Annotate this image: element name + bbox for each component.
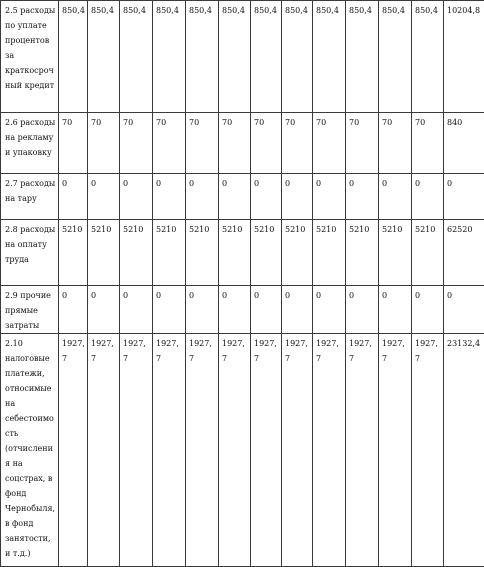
total-cell	[444, 174, 484, 220]
month-value: 0	[123, 288, 150, 303]
month-value-cell	[59, 1, 88, 113]
month-value-cell	[346, 286, 379, 334]
table-row	[1, 220, 484, 286]
month-value: 70	[62, 115, 85, 130]
month-value: 5210	[123, 222, 150, 237]
month-value-cell	[59, 334, 88, 567]
month-value: 850,4	[156, 3, 183, 18]
month-value-cell	[313, 220, 346, 286]
month-value-cell	[251, 334, 282, 567]
month-value: 0	[254, 288, 279, 303]
month-value: 1927,7	[91, 336, 117, 366]
month-value-cell	[186, 113, 219, 174]
row-label-cell	[1, 334, 59, 567]
table-row	[1, 1, 484, 113]
month-value-cell	[251, 286, 282, 334]
month-value-cell	[120, 174, 153, 220]
month-value: 0	[62, 176, 85, 191]
month-value-cell	[88, 174, 120, 220]
month-value: 0	[123, 176, 150, 191]
month-value: 0	[189, 288, 216, 303]
month-value-cell	[120, 1, 153, 113]
month-value: 1927,7	[316, 336, 343, 366]
month-value-cell	[412, 113, 444, 174]
month-value-cell	[219, 113, 251, 174]
month-value-cell	[153, 1, 186, 113]
row-label: 2.5 расходы по уплате процентов за краткосрочный кредит	[5, 3, 56, 93]
month-value: 5210	[91, 222, 117, 237]
month-value-cell	[346, 220, 379, 286]
month-value-cell	[346, 334, 379, 567]
month-value-cell	[88, 113, 120, 174]
month-value: 1927,7	[62, 336, 85, 366]
month-value: 850,4	[349, 3, 376, 18]
row-label-cell	[1, 220, 59, 286]
month-value: 850,4	[382, 3, 409, 18]
month-value-cell	[251, 220, 282, 286]
month-value-cell	[379, 220, 412, 286]
month-value: 850,4	[62, 3, 85, 18]
month-value: 0	[316, 288, 343, 303]
month-value: 1927,7	[415, 336, 441, 366]
table-body	[1, 1, 484, 567]
month-value: 5210	[285, 222, 310, 237]
month-value-cell	[186, 286, 219, 334]
month-value-cell	[219, 1, 251, 113]
row-label-cell	[1, 174, 59, 220]
month-value: 0	[349, 288, 376, 303]
month-value-cell	[346, 174, 379, 220]
month-value: 5210	[415, 222, 441, 237]
month-value: 5210	[349, 222, 376, 237]
month-value: 850,4	[415, 3, 441, 18]
table-row	[1, 174, 484, 220]
month-value: 5210	[254, 222, 279, 237]
month-value: 70	[285, 115, 310, 130]
month-value-cell	[282, 286, 313, 334]
month-value-cell	[153, 334, 186, 567]
month-value-cell	[379, 113, 412, 174]
month-value-cell	[186, 174, 219, 220]
month-value: 0	[316, 176, 343, 191]
month-value: 0	[91, 176, 117, 191]
table-row	[1, 334, 484, 567]
month-value-cell	[379, 334, 412, 567]
month-value-cell	[88, 286, 120, 334]
month-value: 70	[91, 115, 117, 130]
row-label: 2.8 расходы на оплату труда	[5, 222, 56, 267]
total-value: 10204,8	[447, 3, 482, 18]
total-cell	[444, 334, 484, 567]
month-value: 5210	[222, 222, 248, 237]
month-value-cell	[282, 113, 313, 174]
month-value-cell	[412, 1, 444, 113]
month-value: 70	[156, 115, 183, 130]
total-value: 23132,4	[447, 336, 482, 351]
month-value: 0	[62, 288, 85, 303]
row-label: 2.7 расходы на тару	[5, 176, 56, 206]
month-value: 0	[156, 288, 183, 303]
total-value: 0	[447, 176, 482, 191]
total-value: 840	[447, 115, 482, 130]
total-cell	[444, 220, 484, 286]
row-label: 2.10 налоговые платежи, относимые на себестоимость (отчисления на соцстрах, в фонд Чернобыля, в фонд занятости, и т.д.)	[5, 336, 56, 561]
month-value-cell	[346, 1, 379, 113]
month-value-cell	[346, 113, 379, 174]
month-value-cell	[153, 174, 186, 220]
month-value-cell	[282, 174, 313, 220]
row-label-cell	[1, 1, 59, 113]
row-label: 2.9 прочие прямые затраты	[5, 288, 56, 333]
total-value: 0	[447, 288, 482, 303]
month-value: 0	[222, 176, 248, 191]
table-row	[1, 113, 484, 174]
month-value-cell	[251, 174, 282, 220]
month-value: 1927,7	[285, 336, 310, 366]
month-value-cell	[412, 220, 444, 286]
month-value-cell	[282, 334, 313, 567]
month-value-cell	[412, 286, 444, 334]
table-row	[1, 286, 484, 334]
month-value-cell	[313, 174, 346, 220]
month-value-cell	[219, 220, 251, 286]
month-value-cell	[219, 334, 251, 567]
month-value: 0	[285, 288, 310, 303]
month-value-cell	[59, 286, 88, 334]
month-value: 0	[415, 288, 441, 303]
month-value-cell	[412, 334, 444, 567]
row-label: 2.6 расходы на рекламу и упаковку	[5, 115, 56, 160]
month-value: 1927,7	[382, 336, 409, 366]
row-label-cell	[1, 286, 59, 334]
month-value-cell	[219, 174, 251, 220]
total-cell	[444, 1, 484, 113]
month-value-cell	[313, 113, 346, 174]
month-value-cell	[120, 220, 153, 286]
month-value: 70	[123, 115, 150, 130]
total-cell	[444, 113, 484, 174]
month-value: 1927,7	[254, 336, 279, 366]
month-value-cell	[59, 113, 88, 174]
month-value-cell	[153, 286, 186, 334]
row-label-cell	[1, 113, 59, 174]
month-value: 1927,7	[123, 336, 150, 366]
month-value: 0	[156, 176, 183, 191]
month-value: 850,4	[222, 3, 248, 18]
month-value: 70	[382, 115, 409, 130]
month-value-cell	[412, 174, 444, 220]
month-value-cell	[88, 334, 120, 567]
month-value: 850,4	[123, 3, 150, 18]
month-value-cell	[251, 113, 282, 174]
month-value-cell	[186, 1, 219, 113]
month-value: 0	[222, 288, 248, 303]
month-value-cell	[219, 286, 251, 334]
month-value-cell	[313, 334, 346, 567]
month-value-cell	[282, 220, 313, 286]
month-value: 1927,7	[189, 336, 216, 366]
month-value: 70	[189, 115, 216, 130]
month-value: 0	[285, 176, 310, 191]
month-value: 1927,7	[349, 336, 376, 366]
month-value: 0	[382, 176, 409, 191]
month-value-cell	[153, 113, 186, 174]
total-value: 62520	[447, 222, 482, 237]
month-value: 70	[415, 115, 441, 130]
month-value-cell	[120, 113, 153, 174]
month-value: 5210	[156, 222, 183, 237]
month-value: 70	[349, 115, 376, 130]
month-value: 70	[222, 115, 248, 130]
total-cell	[444, 286, 484, 334]
month-value-cell	[186, 220, 219, 286]
month-value-cell	[251, 1, 282, 113]
month-value: 5210	[382, 222, 409, 237]
month-value: 850,4	[189, 3, 216, 18]
month-value-cell	[88, 220, 120, 286]
month-value-cell	[120, 334, 153, 567]
month-value: 0	[415, 176, 441, 191]
month-value-cell	[59, 220, 88, 286]
month-value: 850,4	[316, 3, 343, 18]
month-value: 850,4	[91, 3, 117, 18]
month-value: 850,4	[285, 3, 310, 18]
month-value: 1927,7	[222, 336, 248, 366]
month-value: 0	[349, 176, 376, 191]
month-value-cell	[186, 334, 219, 567]
month-value-cell	[379, 1, 412, 113]
month-value: 70	[316, 115, 343, 130]
month-value: 70	[254, 115, 279, 130]
month-value: 5210	[316, 222, 343, 237]
month-value-cell	[379, 286, 412, 334]
month-value-cell	[379, 174, 412, 220]
month-value-cell	[120, 286, 153, 334]
month-value-cell	[59, 174, 88, 220]
month-value-cell	[313, 286, 346, 334]
month-value-cell	[88, 1, 120, 113]
month-value: 0	[189, 176, 216, 191]
month-value: 0	[91, 288, 117, 303]
month-value: 1927,7	[156, 336, 183, 366]
month-value-cell	[282, 1, 313, 113]
month-value: 5210	[189, 222, 216, 237]
month-value-cell	[153, 220, 186, 286]
month-value: 850,4	[254, 3, 279, 18]
month-value-cell	[313, 1, 346, 113]
month-value: 5210	[62, 222, 85, 237]
month-value: 0	[254, 176, 279, 191]
month-value: 0	[382, 288, 409, 303]
